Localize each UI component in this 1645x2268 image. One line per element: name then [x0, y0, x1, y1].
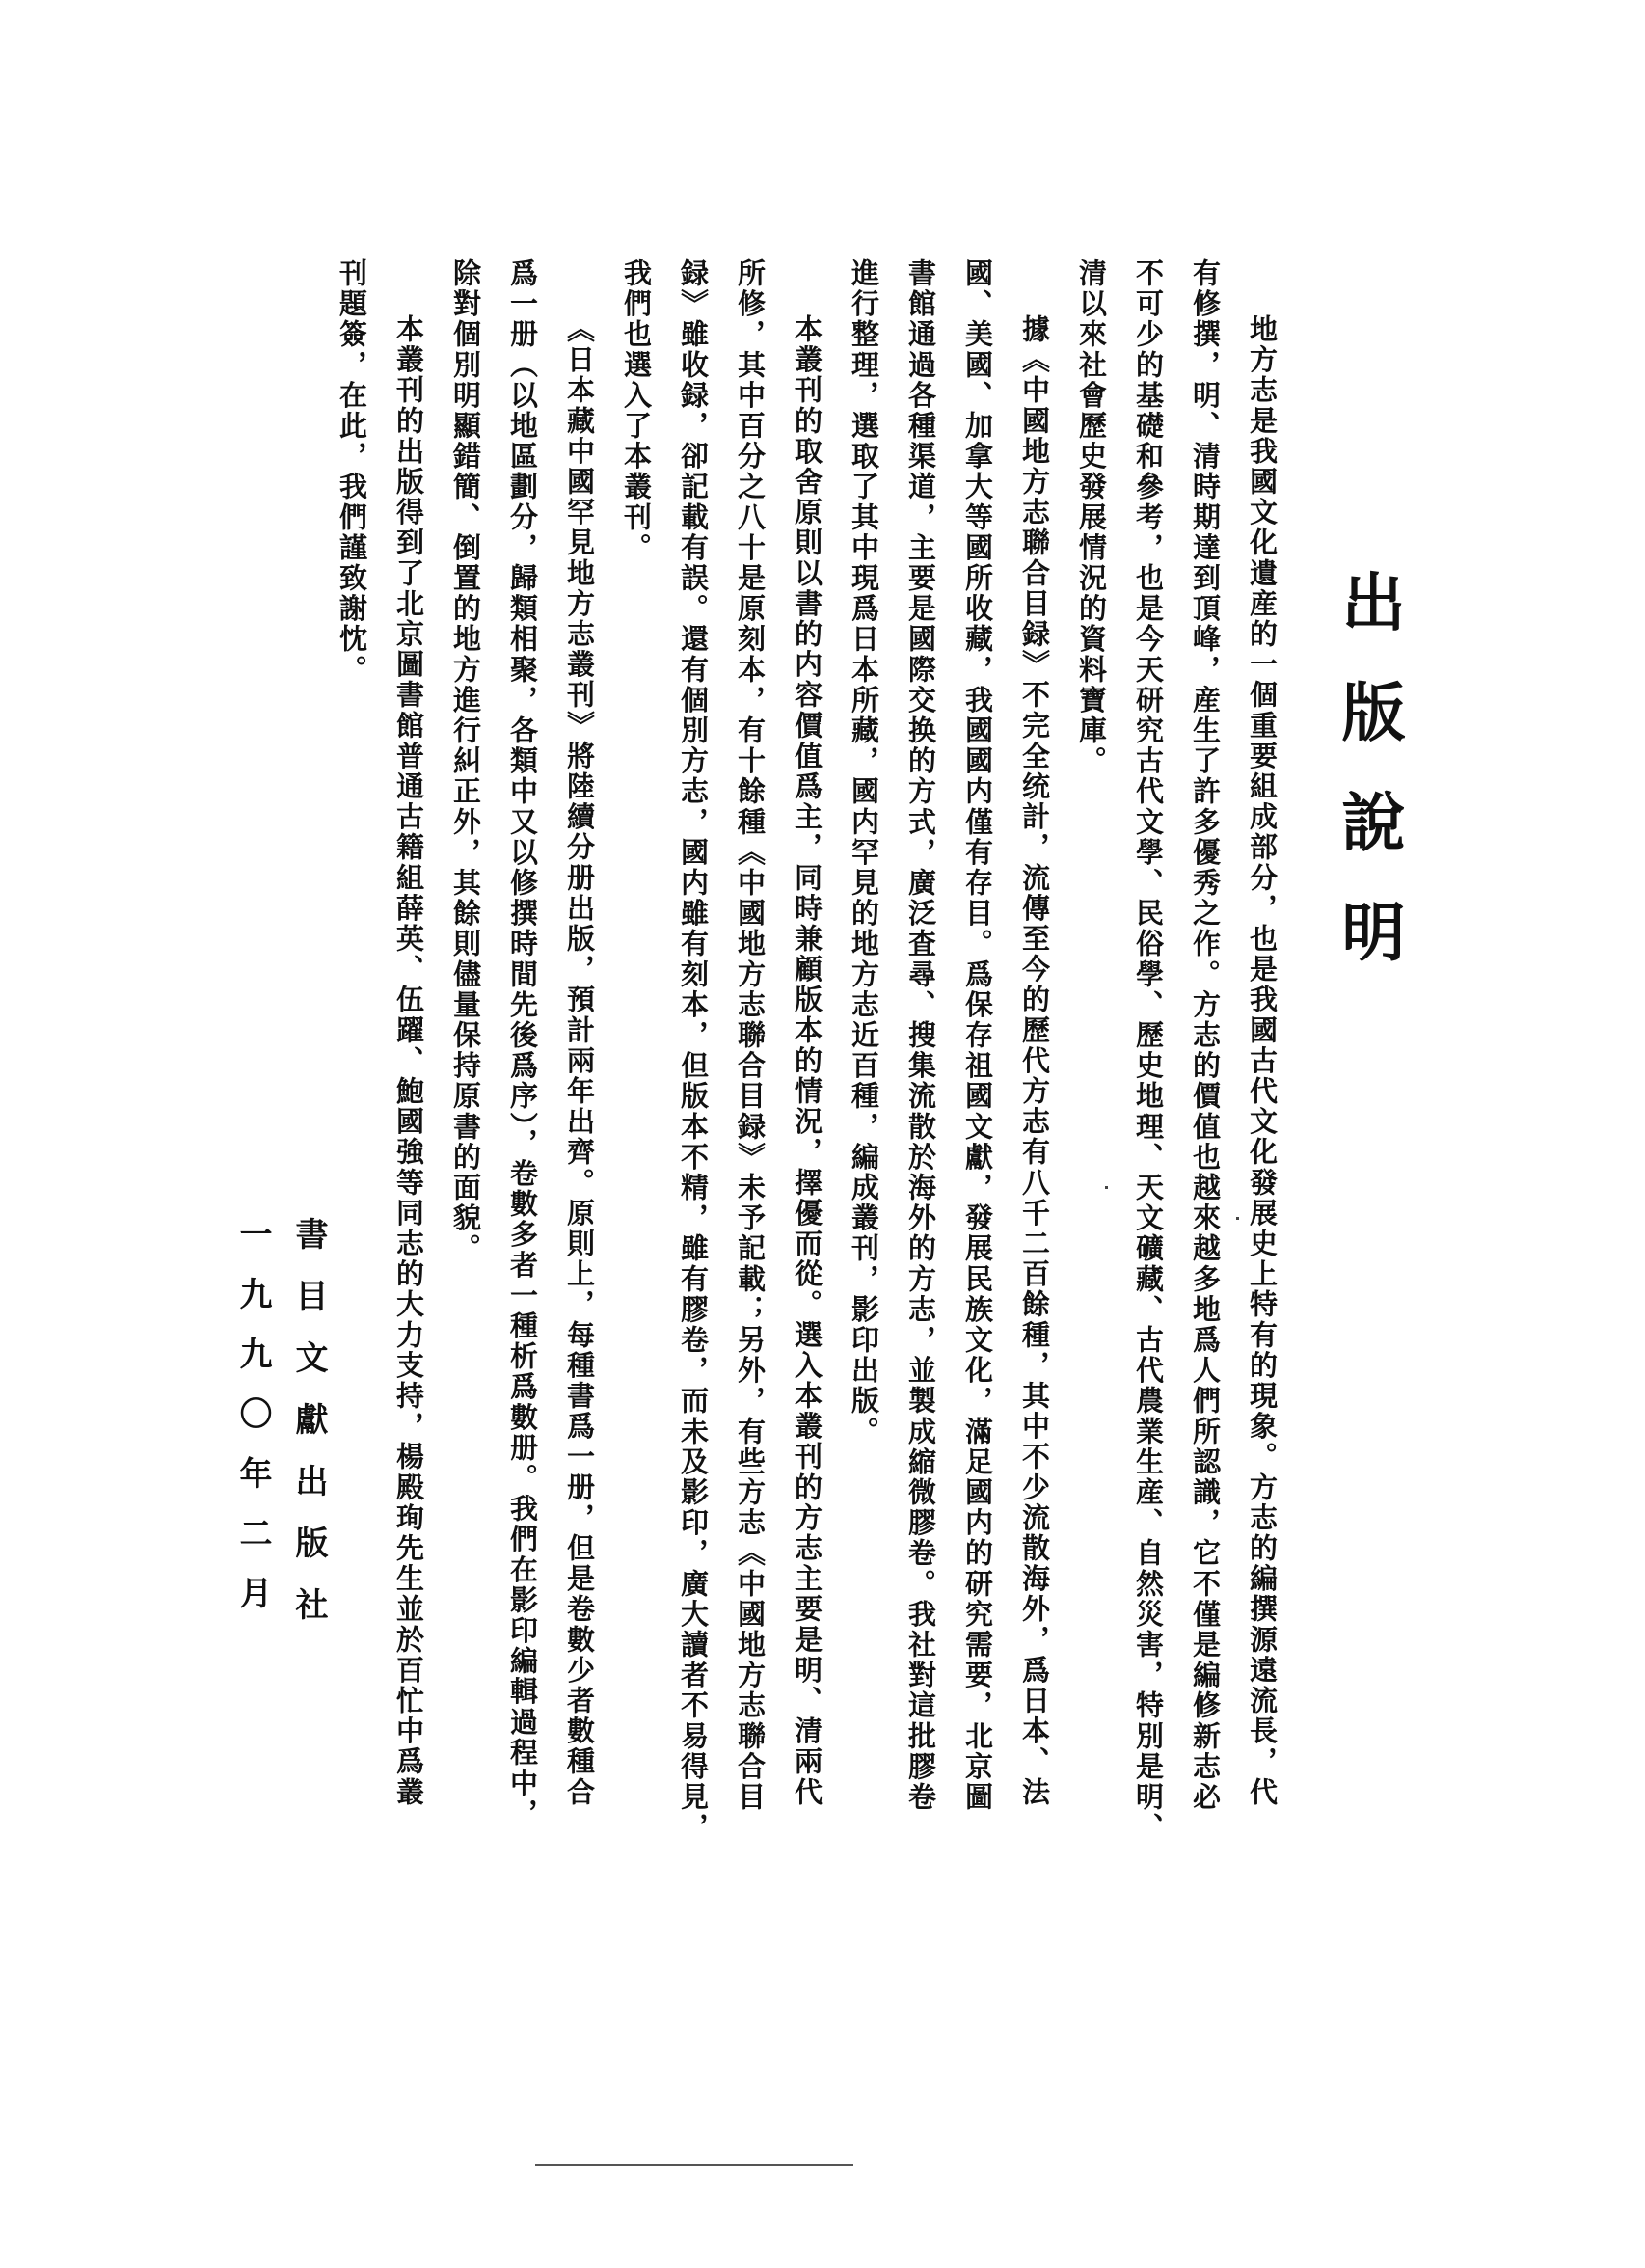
- publisher-name: 書目文獻出版社: [289, 1217, 328, 1649]
- paragraph-first-column: 據《中國地方志聯合目録》不完全统計，流傳至今的歷代方志有八千二百餘種，其中不少流散海外，爲日本、法: [1018, 314, 1051, 1808]
- text-column: 除對個別明顯錯簡、倒置的地方進行糾正外，其餘則儘量保持原書的面貌。: [449, 258, 482, 1264]
- text-column: 所修，其中百分之八十是原刻本，有十餘種《中國地方志聯合目録》未予記載；另外，有些方志《中國地方志聯合目: [734, 258, 767, 1813]
- text-column: 國、美國、加拿大等國所收藏，我國國内僅有存目。爲保存祖國文獻，發展民族文化，滿足國内的研究需要，北京圖: [961, 258, 994, 1813]
- text-column: 不可少的基礎和參考，也是今天研究古代文學、民俗學、歷史地理、天文礦藏、古代農業生産、自然災害，特別是明、: [1132, 258, 1165, 1844]
- text-column: 爲一册（以地區劃分，歸類相聚，各類中又以修撰時間先後爲序），卷數多者一種析爲數册。我們在影印編輯過程中，: [506, 258, 539, 1829]
- text-column: 刊題簽，在此，我們謹致謝忱。: [336, 258, 368, 686]
- paragraph-first-column: 地方志是我國文化遺産的一個重要組成部分，也是我國古代文化發展史上特有的現象。方志的編撰源遠流長，代: [1246, 314, 1279, 1808]
- text-column: 清以來社會歷史發展情況的資料寶庫。: [1075, 258, 1108, 777]
- scan-speck: [1105, 1186, 1108, 1189]
- footer-rule: [535, 2164, 853, 2166]
- publication-date: 一九九〇年二月: [233, 1217, 272, 1635]
- paragraph-first-column: 本叢刊的取舍原則以書的内容價值爲主，同時兼顧版本的情況，擇優而從。選入本叢刊的方志主要是明、清兩代: [791, 314, 823, 1808]
- body-text: [323, 258, 1290, 1844]
- text-column: 録》雖收録，卻記載有誤。還有個別方志，國内雖有刻本，但版本不精，雖有膠卷，而未及影印，廣大讀者不易得見，: [677, 258, 710, 1844]
- text-column: 我們也選入了本叢刊。: [620, 258, 653, 563]
- scan-speck: [1236, 1217, 1239, 1220]
- paragraph-first-column: 《日本藏中國罕見地方志叢刊》將陸續分册出版，預計兩年出齊。原則上，每種書爲一册，但是卷數少者數種合: [563, 314, 596, 1808]
- paragraph-first-column: 本叢刊的出版得到了北京圖書館普通古籍組薛英、伍躍、鮑國強等同志的大力支持，楊殿珣先生並於百忙中爲叢: [392, 314, 425, 1808]
- text-column: 有修撰，明、清時期達到頂峰，産生了許多優秀之作。方志的價值也越來越多地爲人們所認識，它不僅是編修新志必: [1189, 258, 1222, 1813]
- text-column: 進行整理，選取了其中現爲日本所藏，國内罕見的地方志近百種，編成叢刊，影印出版。: [848, 258, 880, 1447]
- page-title: 出版說明: [1331, 569, 1406, 1009]
- text-column: 書館通過各種渠道，主要是國際交换的方式，廣泛査尋、搜集流散於海外的方志，並製成縮微膠卷。我社對這批膠卷: [904, 258, 937, 1813]
